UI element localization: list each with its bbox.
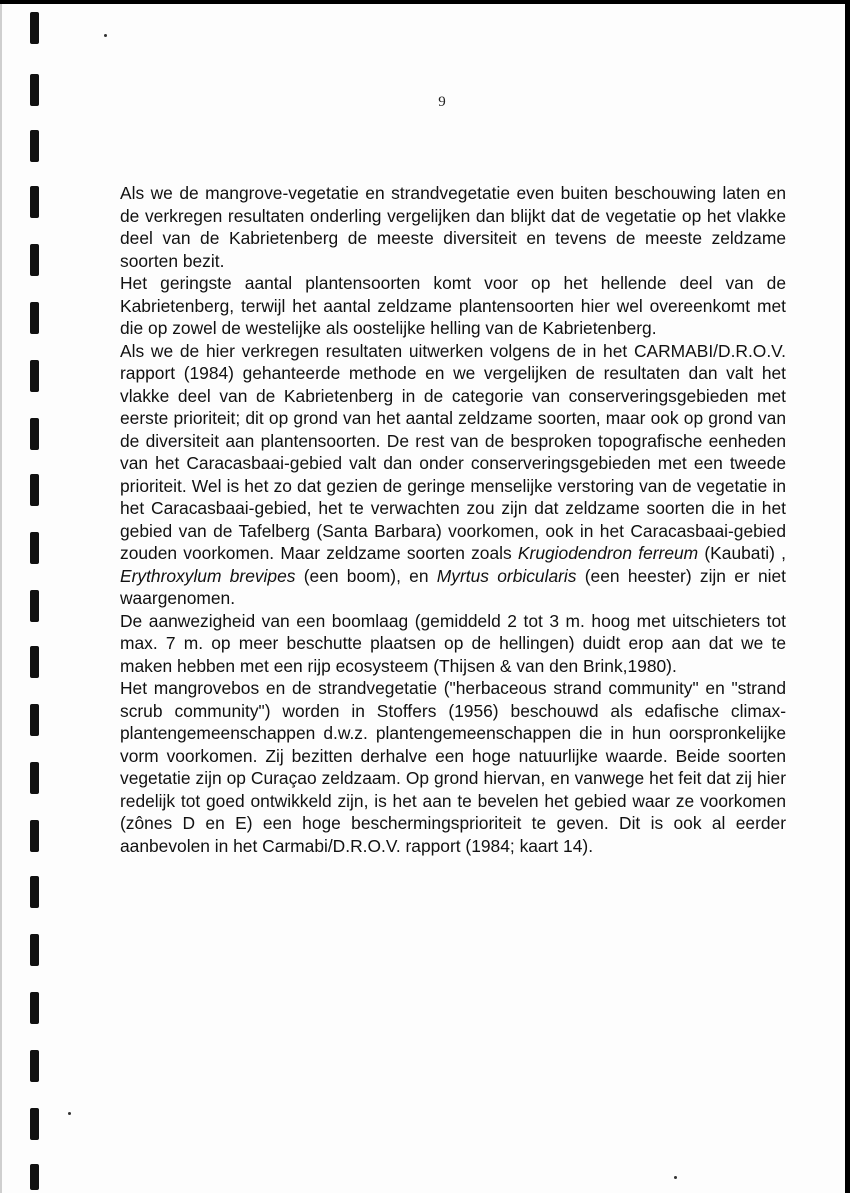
text-segment: De aanwezigheid van een boomlaag (gemiddeld 2 tot 3 m. hoog met uitschieters tot max. 7 m. op meer beschutte plaatsen op de hellingen) duidt erop aan dat we te maken hebben met een rijp ecosysteem (Thijsen & van den Brink,1980).: [120, 610, 786, 676]
binding-hole: [30, 360, 39, 392]
paper-sheet: [0, 4, 845, 1193]
text-segment: (Kaubati) ,: [698, 543, 787, 563]
species-name: Erythroxylum brevipes: [120, 565, 296, 586]
binding-hole: [30, 704, 39, 736]
text-segment: Het mangrovebos en de strandvegetatie ("herbaceous strand community" en "strand scrub community") worden in Stoffers (1956) beschouwd als edafische climax- plantengemeenschappen d.w.z. plantengemeenschappen die in hun oorspronkelijke vorm voorkomen. Zij bezitten derhalve een hoge natuurlijke waarde. Beide soorten vegetatie zijn op Curaçao zeldzaam. Op grond hiervan, en vanwege het feit dat zij hier redelijk tot goed ontwikkeld zijn, is het aan te bevelen het gebied waar ze voorkomen (zônes D en E) een hoge beschermingsprioriteit te geven. Dit is ook al eerder aanbevolen in het Carmabi/D.R.O.V. rapport (1984; kaart 14).: [120, 678, 786, 856]
binding-hole: [30, 302, 39, 334]
binding-hole: [30, 418, 39, 450]
binding-hole: [30, 762, 39, 794]
species-name: Myrtus orbicularis: [436, 565, 577, 586]
scan-speck: [674, 1176, 677, 1179]
text-segment: Als we de hier verkregen resultaten uitwerken volgens de in het CARMABI/D.R.O.V. rapport (1984) gehanteerde methode en we vergelijken de resultaten dan valt het vlakke deel van de Kabrietenberg in de categorie van conserveringsgebieden met eerste prioriteit; dit op grond van het aantal zeldzame soorten, maar ook op grond van de diversiteit aan plantensoorten. De rest van de besproken topografische eenheden van het Caracasbaai-gebied valt dan onder conserveringsgebieden met een tweede prioriteit. Wel is het zo dat gezien de geringe menselijke verstoring van de vegetatie in het Caracasbaai-gebied, het te verwachten zou zijn dat zeldzame soorten die in het gebied van de Tafelberg (Santa Barbara) voorkomen, ook in het Caracasbaai-gebied zouden voorkomen. Maar zeldzame soorten zoals: [120, 340, 786, 563]
body-text: [120, 182, 786, 857]
binding-hole: [30, 12, 39, 44]
binding-hole: [30, 532, 39, 564]
binding-hole: [30, 130, 39, 162]
paragraph: [120, 677, 786, 857]
binding-hole: [30, 590, 39, 622]
binding-hole: [30, 1108, 39, 1140]
text-segment: Het geringste aantal plantensoorten komt voor op het hellende deel van de Kabrietenberg, terwijl het aantal zeldzame plantensoorten hier wel overeenkomt met die op zowel de westelijke als oostelijke helling van de Kabrietenberg.: [120, 273, 786, 338]
text-segment: Als we de mangrove-vegetatie en strandvegetatie even buiten beschouwing laten en de verkregen resultaten onderling vergelijken dan blijkt dat de vegetatie op het vlakke deel van de Kabrietenberg de meeste diversiteit en tevens de meeste zeldzame soorten bezit.: [120, 183, 786, 271]
binding-hole: [30, 186, 39, 218]
binding-hole: [30, 876, 39, 908]
binding-hole: [30, 474, 39, 506]
paragraph: [120, 182, 786, 272]
paragraph: [120, 272, 786, 340]
species-name: Krugiodendron ferreum: [517, 543, 699, 563]
scan-speck: [104, 34, 107, 37]
binding-hole: [30, 1050, 39, 1082]
page-number: 9: [438, 94, 446, 110]
binding-hole: [30, 934, 39, 966]
text-segment: (een heester) zijn er niet waargenomen.: [120, 565, 786, 608]
paragraph: [120, 610, 786, 678]
binding-hole: [30, 820, 39, 852]
scan-speck: [68, 1112, 71, 1115]
paragraph: [120, 340, 786, 610]
binding-hole: [30, 1164, 39, 1190]
text-segment: (een boom), en: [295, 565, 437, 586]
binding-hole: [30, 646, 39, 678]
binding-hole: [30, 244, 39, 276]
binding-hole: [30, 992, 39, 1024]
